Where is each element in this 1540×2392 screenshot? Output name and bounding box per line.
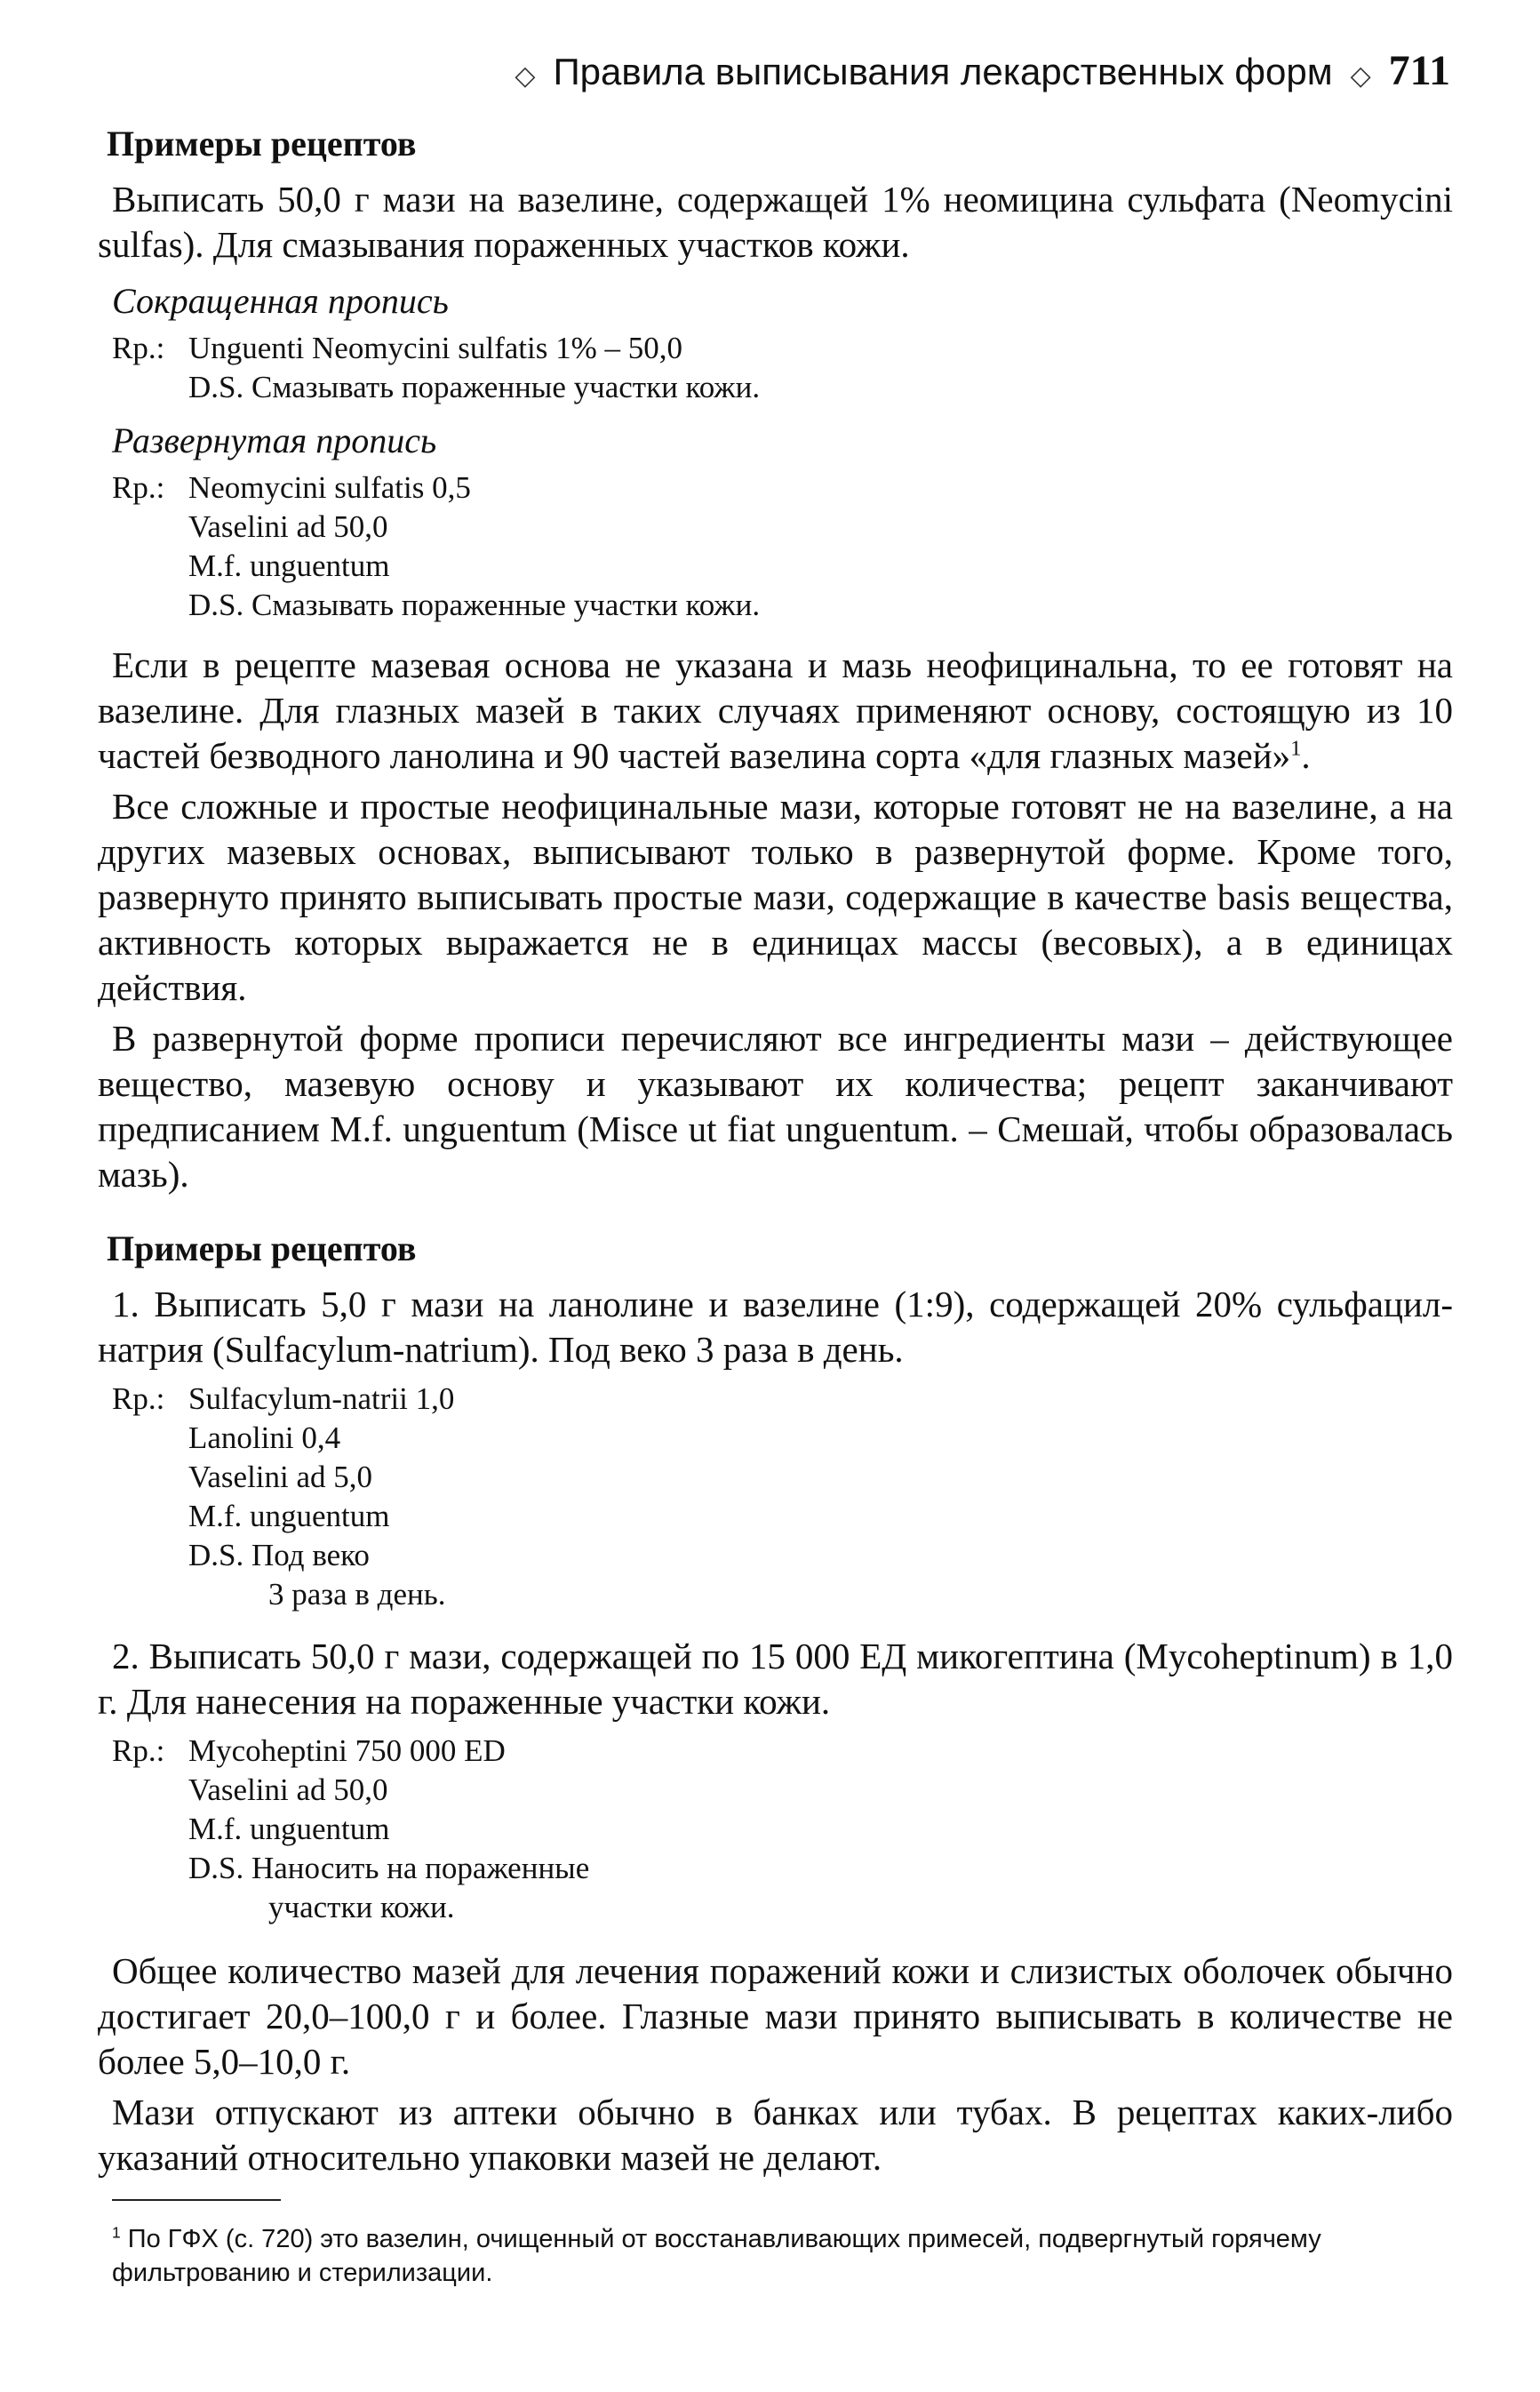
footnote-mark: 1 [112, 2223, 121, 2242]
rx-line: M.f. unguentum [188, 548, 390, 583]
rp-label: Rp.: [112, 331, 165, 365]
rx-signature-cont: участки кожи. [268, 1890, 455, 1924]
main-text [98, 123, 1453, 2180]
full-form-caption: Развернутая пропись [112, 420, 437, 460]
rx-line: Unguenti Neomycini sulfatis 1% – 50,0 [188, 331, 683, 365]
paragraph-end: . [1301, 735, 1311, 776]
paragraph [98, 643, 1453, 779]
rx-line: Sulfacylum-natrii 1,0 [188, 1381, 455, 1416]
paragraph: Мази отпускают из аптеки обычно в банках или тубах. В рецептах каких-либо указаний относительно упаковки мазей не делают. [98, 2092, 1453, 2178]
example-task: 1. Выписать 5,0 г мази на ланолине и вазелине (1:9), содержащей 20% сульфацил-натрия (Sulfacylum-natrium). Под веко 3 раза в день. [98, 1284, 1453, 1370]
footnote [112, 2222, 1454, 2290]
rx-line: Vaselini ad 50,0 [188, 509, 388, 544]
section-heading: Примеры рецептов [107, 1228, 417, 1268]
diamond-ornament-icon: ◇ [1350, 61, 1371, 91]
section-heading: Примеры рецептов [107, 124, 417, 164]
footnote-reference: 1 [1290, 736, 1302, 761]
rx-line: M.f. unguentum [188, 1812, 390, 1846]
diamond-ornament-icon: ◇ [515, 61, 536, 91]
rx-signature: D.S. Смазывать пораженные участки кожи. [188, 370, 761, 404]
rx-line: Lanolini 0,4 [188, 1420, 341, 1455]
rp-label: Rp.: [112, 1381, 165, 1416]
rx-line: Mycoheptini 750 000 ЕD [188, 1733, 506, 1768]
short-form-prescription [112, 329, 1453, 407]
rp-label: Rp.: [112, 470, 165, 505]
footnote-divider [112, 2199, 281, 2201]
rx-signature: D.S. Смазывать пораженные участки кожи. [188, 588, 761, 622]
example-prescription [112, 1380, 1453, 1614]
rx-signature: D.S. Под веко [188, 1538, 370, 1572]
example-task: 2. Выписать 50,0 г мази, содержащей по 15 000 ЕД микогептина (Mycoheptinum) в 1,0 г. Для нанесения на пораженные участки кожи. [98, 1636, 1453, 1722]
running-header [444, 46, 1450, 100]
page-number: 711 [1388, 47, 1450, 94]
rx-signature: D.S. Наносить на пораженные [188, 1851, 590, 1885]
rp-label: Rp.: [112, 1733, 165, 1768]
short-form-caption: Сокращенная пропись [112, 281, 449, 321]
footnote-text: По ГФХ (с. 720) это вазелин, очищенный от восстанавливающих примесей, подвергнутый горячему фильтрованию и стерилизации. [112, 2225, 1321, 2287]
paragraph-text: Если в рецепте мазевая основа не указана и мазь неофицинальна, то ее готовят на вазелине. Для глазных мазей в таких случаях применяют основу, состоящую из 10 частей безводного ланолина и 90 частей вазелина сорта «для глазных мазей» [98, 644, 1453, 776]
full-form-prescription [112, 468, 1453, 625]
rx-line: Vaselini ad 5,0 [188, 1460, 373, 1494]
paragraph: Общее количество мазей для лечения поражений кожи и слизистых оболочек обычно достигает 20,0–100,0 г и более. Глазные мази принято выписывать в количестве не более 5,0–10,0 г. [98, 1950, 1453, 2082]
rx-line: Vaselini ad 50,0 [188, 1772, 388, 1807]
rx-line: Neomycini sulfatis 0,5 [188, 470, 471, 505]
chapter-title: Правила выписывания лекарственных форм [553, 51, 1333, 92]
rx-line: M.f. unguentum [188, 1499, 390, 1533]
example-prescription [112, 1732, 1453, 1927]
rx-signature-cont: 3 раза в день. [268, 1577, 446, 1612]
paragraph: В развернутой форме прописи перечисляют все ингредиенты мази – действующее вещество, мазевую основу и указывают их количества; рецепт заканчивают предписанием M.f. unguentum (Misce ut fiat unguentum. – Смешай, чтобы образовалась мазь). [98, 1018, 1453, 1195]
prescription-task: Выписать 50,0 г мази на вазелине, содержащей 1% неомицина сульфата (Neomycini sulfas). Для смазывания пораженных участков кожи. [98, 179, 1453, 265]
paragraph: Все сложные и простые неофицинальные мази, которые готовят не на вазелине, а на других мазевых основах, выписывают только в развернутой форме. Кроме того, развернуто принято выписывать простые мази, содержащие в качестве basis вещества, активность которых выражается не в единицах массы (весовых), а в единицах действия. [98, 786, 1453, 1008]
